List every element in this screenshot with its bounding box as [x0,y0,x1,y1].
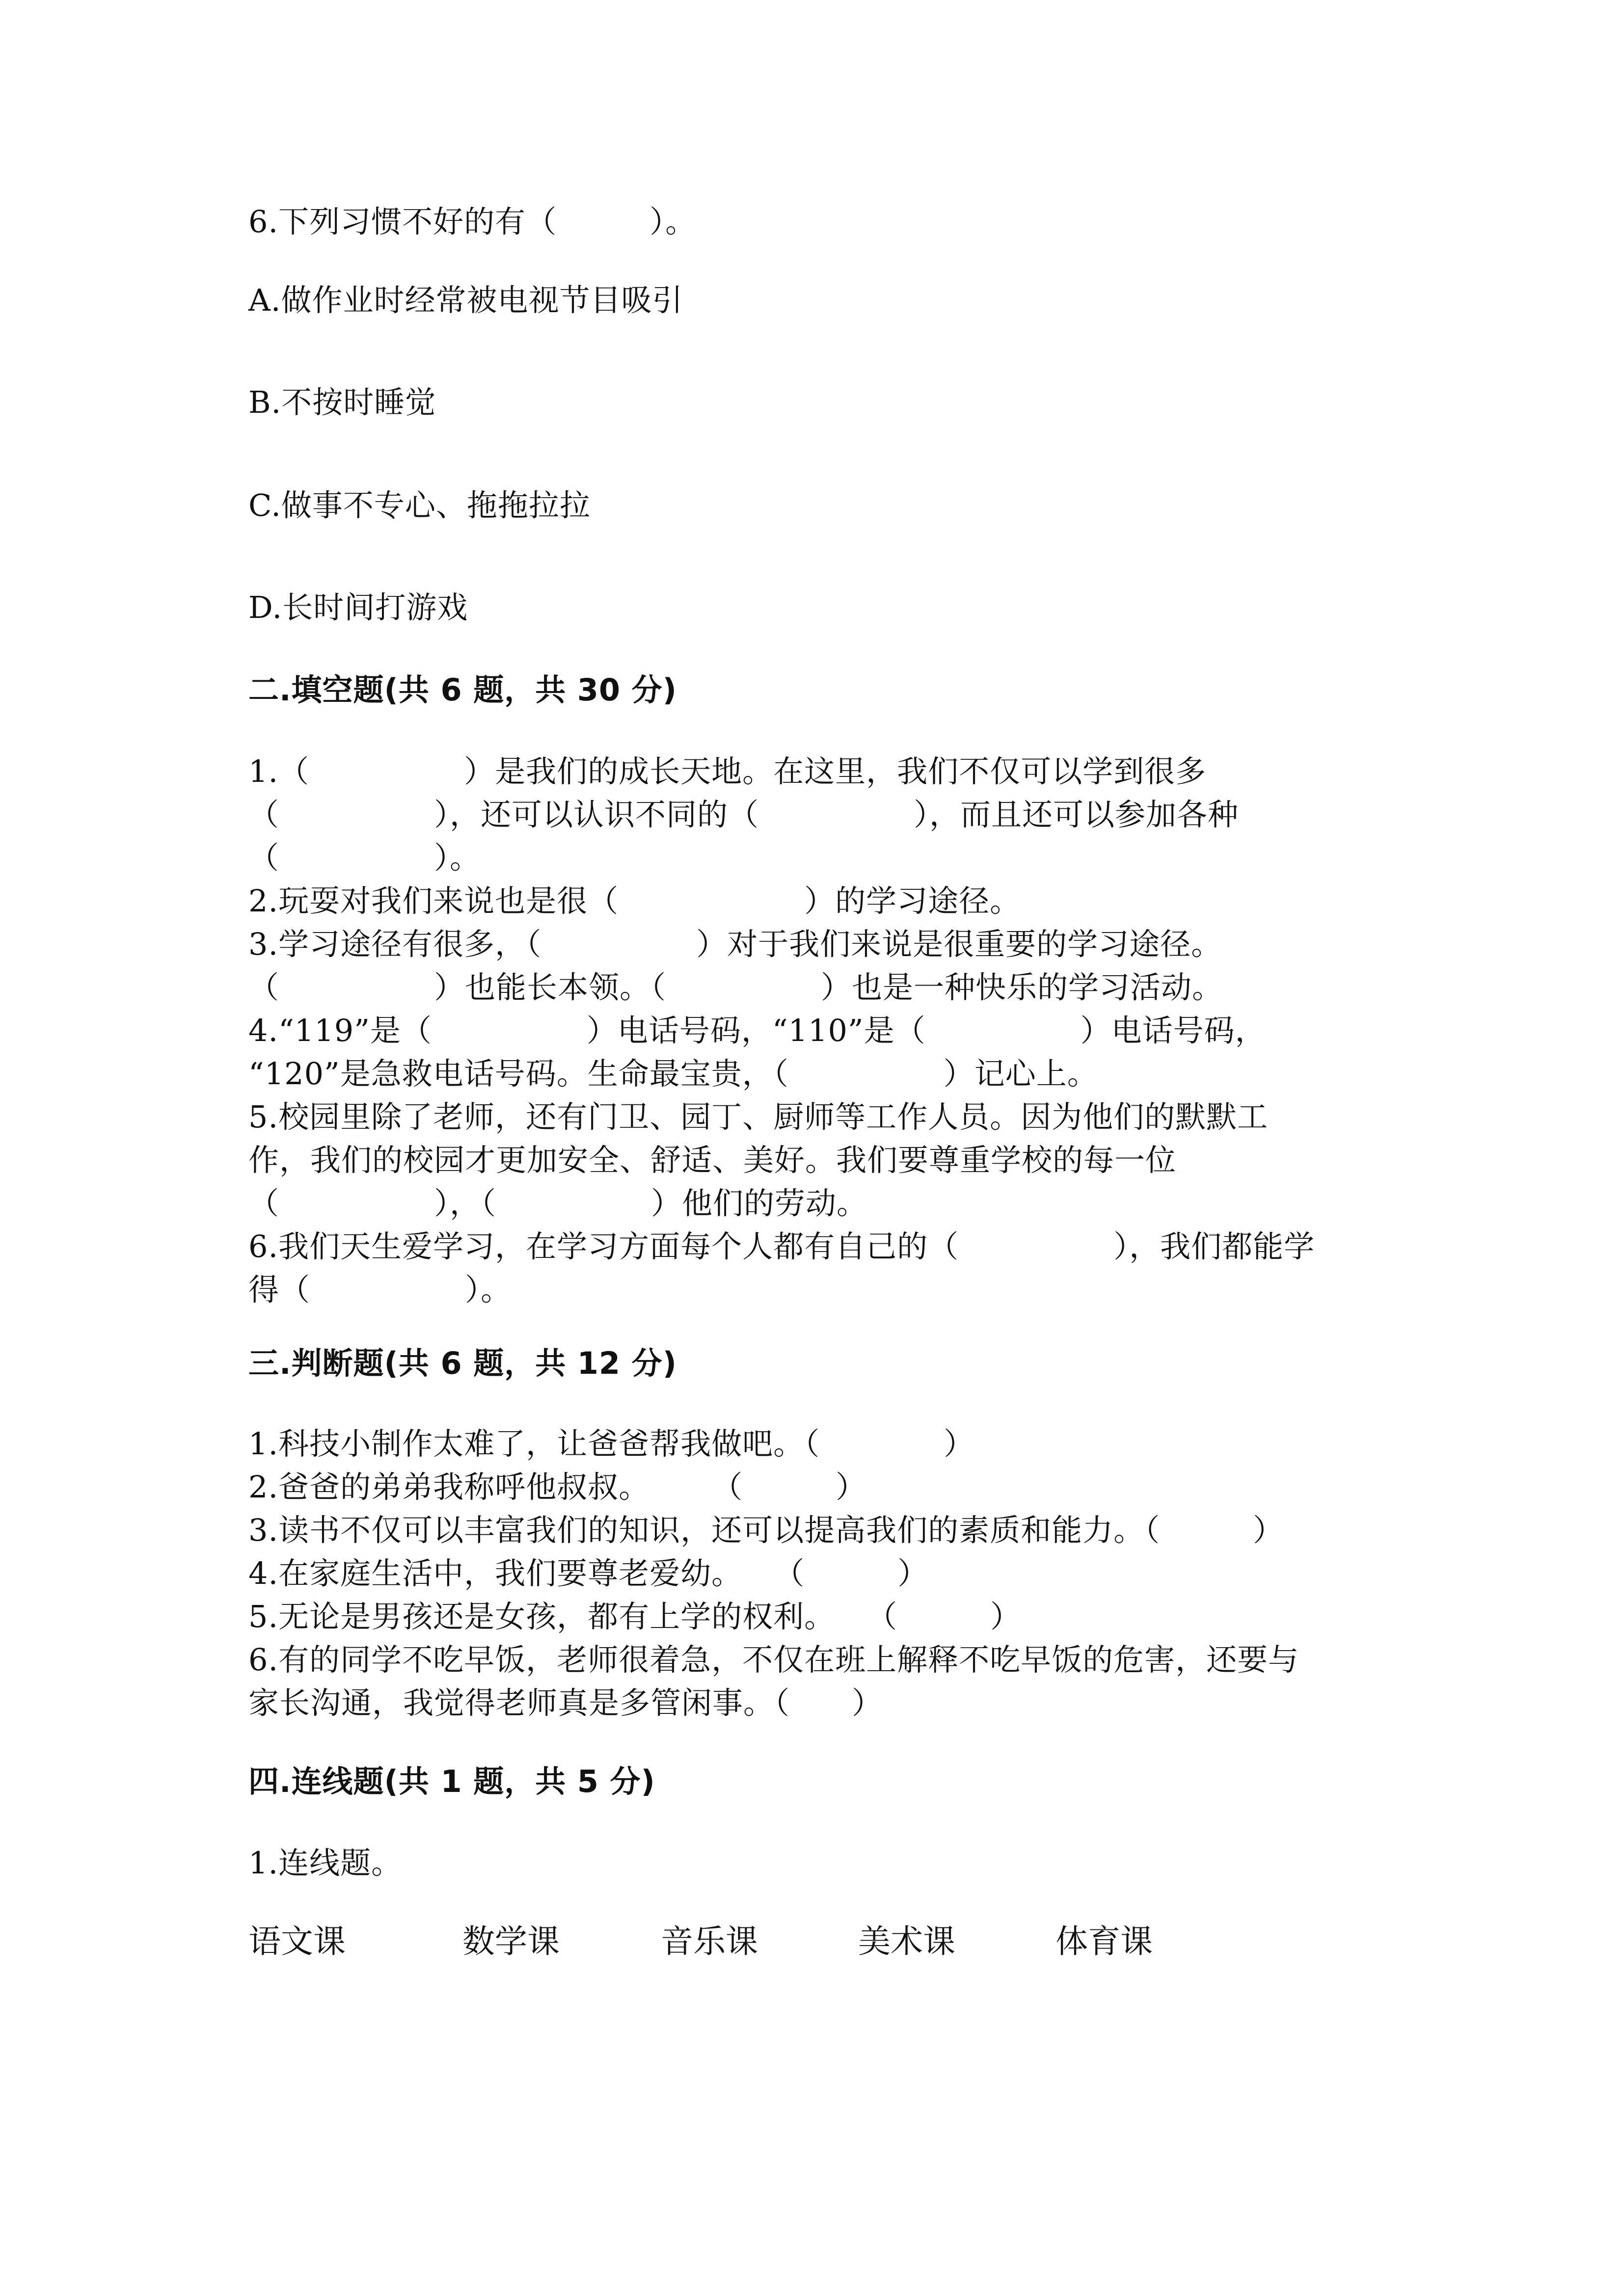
fill-line: “120”是急救电话号码。生命最宝贵，（ ）记心上。 [248,1056,1098,1092]
subject-chinese: 语文课 [248,1922,346,1960]
section-3-title: 三.判断题(共 6 题，共 12 分) [248,1345,677,1381]
fill-line: （ ）也能长本领。（ ）也是一种快乐的学习活动。 [248,969,1223,1005]
judge-line: 家长沟通，我觉得老师真是多管闲事。（ ） [248,1685,883,1721]
judge-line: 1.科技小制作太难了，让爸爸帮我做吧。（ ） [248,1426,975,1462]
judge-line: 4.在家庭生活中，我们要尊老爱幼。 （ ） [248,1555,929,1591]
subject-pe: 体育课 [1056,1922,1153,1960]
fill-line: 1.（ ）是我们的成长天地。在这里，我们不仅可以学到很多 [248,753,1207,789]
q6-option-b: B.不按时睡觉 [248,384,436,420]
q6-option-a: A.做作业时经常被电视节目吸引 [248,282,683,318]
section-4-title: 四.连线题(共 1 题，共 5 分) [248,1763,655,1799]
fill-line: 4.“119”是（ ）电话号码，“110”是（ ）电话号码， [248,1013,1266,1048]
fill-line: （ ），（ ）他们的劳动。 [248,1185,868,1221]
fill-line: 6.我们天生爱学习，在学习方面每个人都有自己的（ ），我们都能学 [248,1228,1315,1264]
subject-music: 音乐课 [661,1922,758,1960]
fill-line: 2.玩耍对我们来说也是很（ ）的学习途径。 [248,883,1021,919]
matching-question: 1.连线题。 [248,1845,403,1881]
fill-line: 作，我们的校园才更加安全、舒适、美好。我们要尊重学校的每一位 [248,1142,1177,1178]
subject-art: 美术课 [858,1922,955,1960]
judge-line: 3.读书不仅可以丰富我们的知识，还可以提高我们的素质和能力。（ ） [248,1512,1284,1548]
fill-line: 3.学习途径有很多，（ ）对于我们来说是很重要的学习途径。 [248,926,1222,962]
question-6-stem: 6.下列习惯不好的有（ ）。 [248,204,697,240]
q6-option-c: C.做事不专心、拖拖拉拉 [248,487,591,523]
fill-line: （ ）。 [248,840,481,876]
q6-option-d: D.长时间打游戏 [248,589,468,625]
judge-line: 2.爸爸的弟弟我称呼他叔叔。 （ ） [248,1469,867,1505]
fill-line: 得（ ）。 [248,1272,512,1308]
judge-line: 6.有的同学不吃早饭，老师很着急，不仅在班上解释不吃早饭的危害，还要与 [248,1642,1299,1678]
fill-line: 5.校园里除了老师，还有门卫、园丁、厨师等工作人员。因为他们的默默工 [248,1099,1269,1135]
section-2-title: 二.填空题(共 6 题，共 30 分) [248,672,677,708]
fill-line: （ ），还可以认识不同的（ ），而且还可以参加各种 [248,797,1239,832]
judge-line: 5.无论是男孩还是女孩，都有上学的权利。 （ ） [248,1599,1022,1634]
subject-math: 数学课 [462,1922,560,1960]
